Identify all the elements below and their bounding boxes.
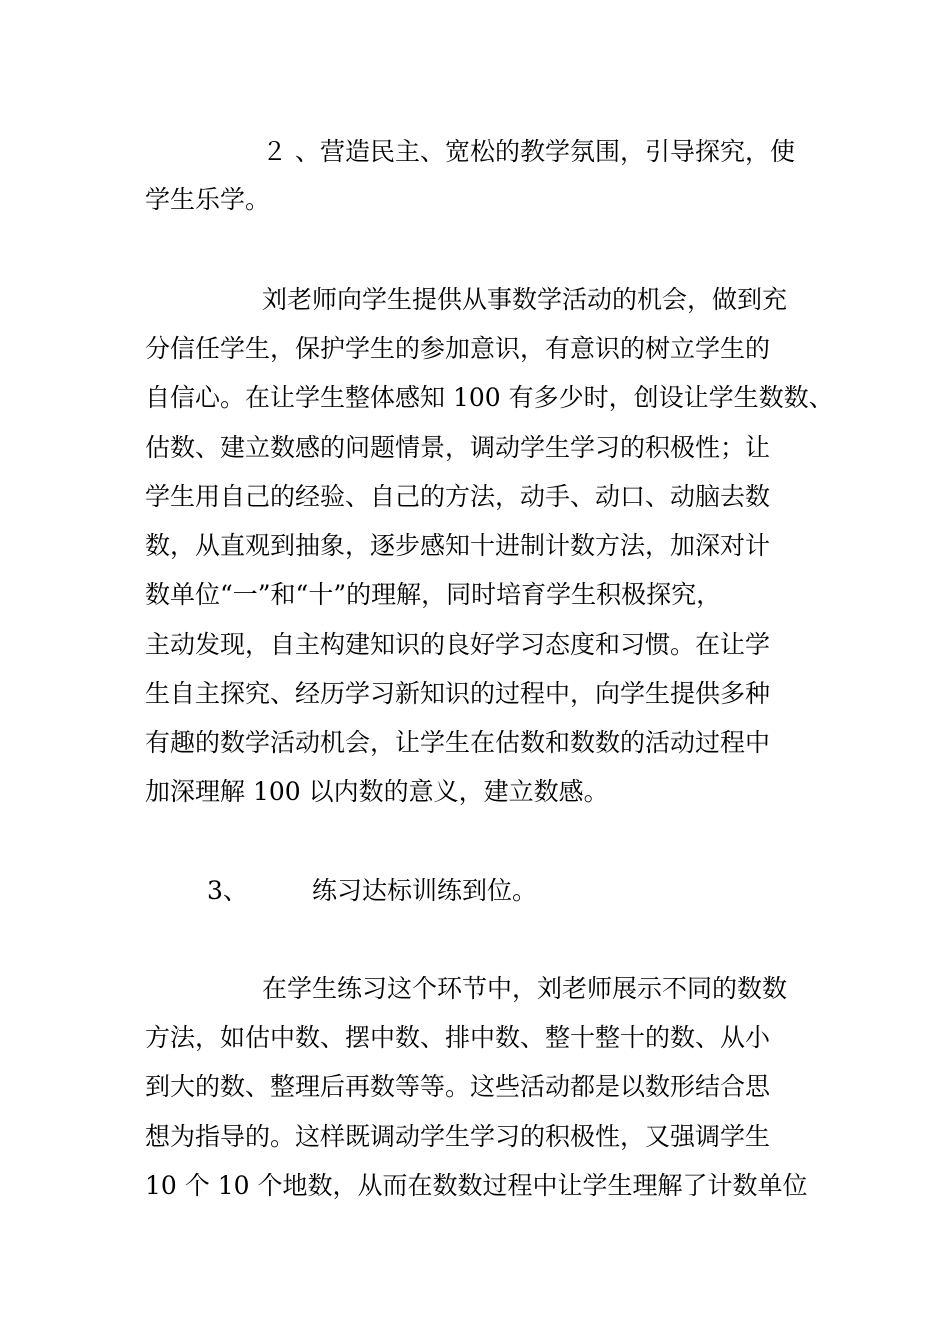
paragraph-2-line: 10 个 10 个地数，从而在数数过程中让学生理解了计数单位 bbox=[145, 1171, 808, 1200]
paragraph-2-line: 方法，如估中数、摆中数、排中数、整十整十的数、从小 bbox=[145, 1023, 771, 1052]
paragraph-1-line: 分信任学生，保护学生的参加意识，有意识的树立学生的 bbox=[145, 334, 771, 363]
paragraph-1-line: 加深理解 100 以内数的意义，建立数感。 bbox=[145, 777, 609, 806]
section-2-heading: ２ 、营造民主、宽松的教学氛围，引导探究，使 bbox=[262, 137, 795, 166]
section-3-number: 3、 bbox=[207, 876, 248, 905]
paragraph-1-line: 数，从直观到抽象，逐步感知十进制计数方法，加深对计 bbox=[145, 531, 771, 560]
paragraph-1-line: 刘老师向学生提供从事数学活动的机会，做到充 bbox=[262, 285, 788, 314]
paragraph-1-line: 有趣的数学活动机会，让学生在估数和数数的活动过程中 bbox=[145, 728, 771, 757]
paragraph-2-line: 到大的数、整理后再数等等。这些活动都是以数形结合思 bbox=[145, 1072, 771, 1101]
paragraph-1-line: 数单位“一”和“十”的理解，同时培育学生积极探究， bbox=[145, 580, 722, 609]
paragraph-2-line: 在学生练习这个环节中，刘老师展示不同的数数 bbox=[262, 974, 788, 1003]
paragraph-1-line: 自信心。在让学生整体感知 100 有多少时，创设让学生数数、 bbox=[145, 383, 834, 412]
paragraph-1-line: 学生用自己的经验、自己的方法，动手、动口、动脑去数 bbox=[145, 482, 771, 511]
paragraph-1-line: 估数、建立数感的问题情景，调动学生学习的积极性；让 bbox=[145, 433, 771, 462]
paragraph-1-line: 主动发现，自主构建知识的良好学习态度和习惯。在让学 bbox=[145, 630, 771, 659]
section-3-title: 练习达标训练到位。 bbox=[312, 876, 538, 905]
paragraph-1-line: 生自主探究、经历学习新知识的过程中，向学生提供多种 bbox=[145, 679, 771, 708]
paragraph-2-line: 想为指导的。这样既调动学生学习的积极性，又强调学生 bbox=[145, 1122, 771, 1151]
section-2-heading-continuation: 学生乐学。 bbox=[145, 185, 271, 214]
